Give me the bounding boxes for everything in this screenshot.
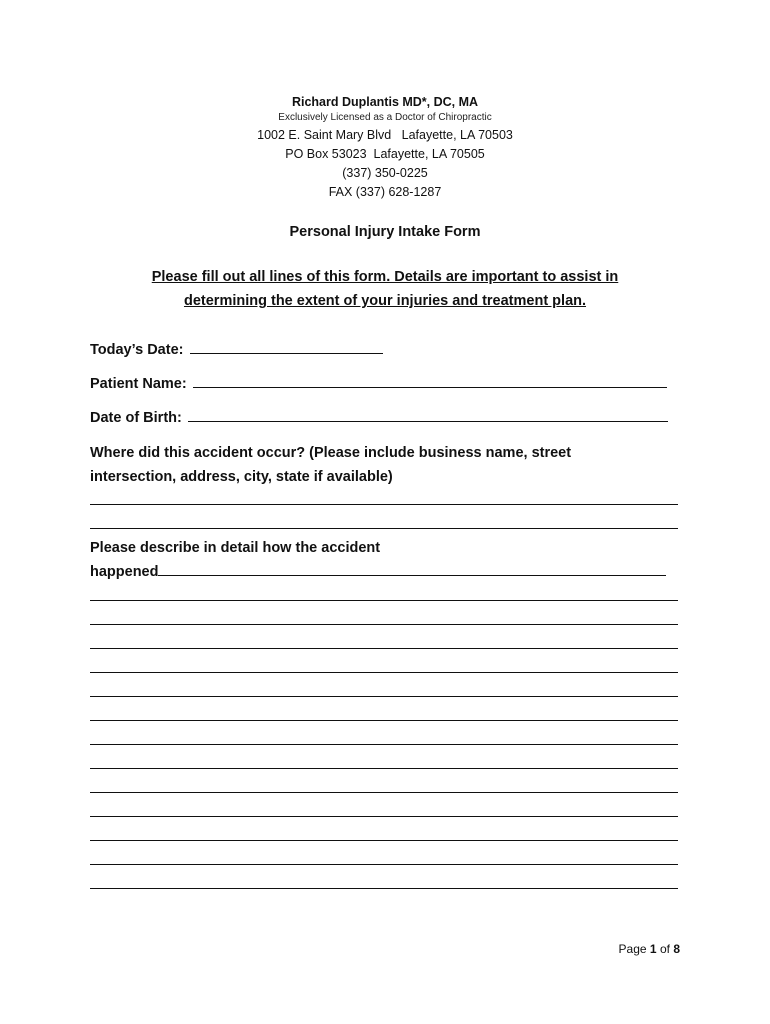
accident-description-line[interactable] <box>90 648 678 649</box>
todays-date-input-line[interactable] <box>190 339 383 354</box>
accident-description-line[interactable] <box>90 720 678 721</box>
form-title: Personal Injury Intake Form <box>289 224 481 240</box>
accident-location-line[interactable] <box>90 504 678 505</box>
page-of: of <box>659 942 670 956</box>
page-prefix: Page <box>618 942 647 956</box>
accident-description-line[interactable] <box>90 768 678 769</box>
accident-location-line[interactable] <box>90 528 678 529</box>
accident-location-question: Where did this accident occur? (Please include business name, street intersection, address, city, state if available) <box>90 445 572 485</box>
accident-description-input-line[interactable] <box>158 561 666 576</box>
fax-number: FAX (337) 628-1287 <box>328 185 442 199</box>
accident-description-line[interactable] <box>90 792 678 793</box>
accident-description-label: happened <box>90 564 159 580</box>
accident-description-line[interactable] <box>90 624 678 625</box>
accident-description-line[interactable] <box>90 672 678 673</box>
dob-field <box>90 406 668 430</box>
patient-name-input-line[interactable] <box>193 373 667 388</box>
doctor-name: Richard Duplantis MD*, DC, MA <box>291 95 479 109</box>
dob-input-line[interactable] <box>188 407 668 422</box>
accident-description-field <box>90 560 666 584</box>
patient-name-field <box>90 372 667 396</box>
accident-description-question: Please describe in detail how the accident <box>90 540 381 556</box>
form-instructions: Please fill out all lines of this form. Details are important to assist in determining the extent of your injuries and treatment plan. <box>151 269 619 309</box>
accident-description-line[interactable] <box>90 744 678 745</box>
accident-description-line[interactable] <box>90 864 678 865</box>
patient-name-label: Patient Name: <box>90 376 187 392</box>
todays-date-field <box>90 338 383 362</box>
dob-label: Date of Birth: <box>90 410 182 426</box>
street-address: 1002 E. Saint Mary Blvd Lafayette, LA 70503 <box>257 128 513 142</box>
page-number <box>600 942 680 956</box>
letterhead <box>0 94 770 202</box>
page-current: 1 <box>649 942 657 956</box>
accident-description-line[interactable] <box>90 840 678 841</box>
todays-date-label: Today’s Date: <box>90 342 184 358</box>
page-total: 8 <box>673 942 680 956</box>
accident-description-line[interactable] <box>90 600 678 601</box>
phone-number: (337) 350-0225 <box>342 166 428 180</box>
accident-description-line[interactable] <box>90 888 678 889</box>
accident-description-line[interactable] <box>90 816 678 817</box>
accident-description-line[interactable] <box>90 696 678 697</box>
po-box: PO Box 53023 Lafayette, LA 70505 <box>285 147 485 161</box>
license-note: Exclusively Licensed as a Doctor of Chiropractic <box>278 112 492 123</box>
